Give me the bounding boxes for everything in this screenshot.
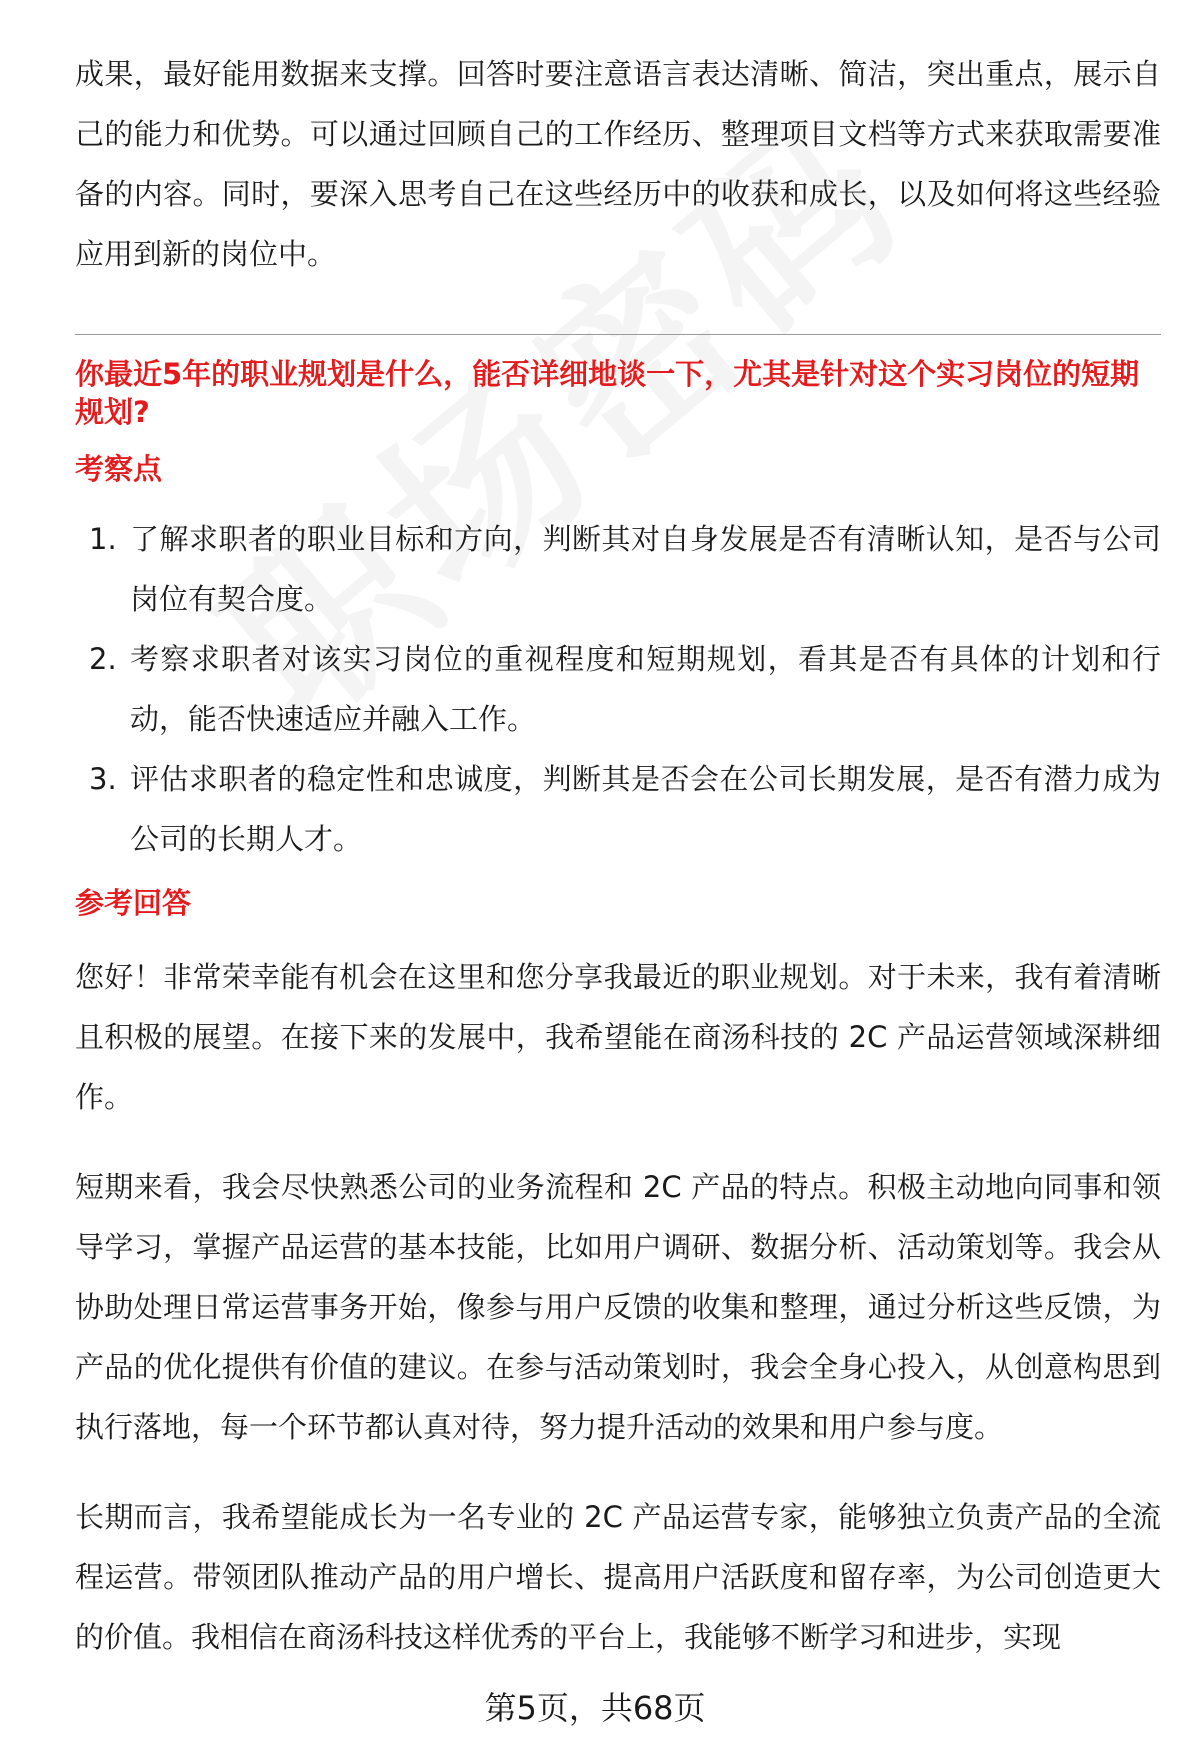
section-divider [75,334,1161,335]
page-content [75,44,1161,1697]
question-title: 你最近5年的职业规划是什么，能否详细地谈一下，尤其是针对这个实习岗位的短期规划? [75,357,1140,429]
list-item-text: 了解求职者的职业目标和方向，判断其对自身发展是否有清晰认知，是否与公司岗位有契合度。 [130,522,1161,616]
list-item [75,749,1161,869]
list-item [75,509,1161,629]
page-number-footer: 第5页，共68页 [484,1689,706,1727]
answer-heading: 参考回答 [75,886,192,920]
key-points-list [75,509,1161,869]
list-item-number: 3. [89,762,117,796]
list-item-text: 考察求职者对该实习岗位的重视程度和短期规划，看其是否有具体的计划和行动，能否快速适应并融入工作。 [130,642,1161,736]
answer-paragraph: 长期而言，我希望能成长为一名专业的 2C 产品运营专家，能够独立负责产品的全流程运营。带领团队推动产品的用户增长、提高用户活跃度和留存率，为公司创造更大的价值。我相信在商汤科技这样优秀的平台上，我能够不断学习和进步，实现 [75,1500,1161,1654]
list-item [75,629,1161,749]
key-points-heading: 考察点 [75,452,163,486]
list-item-number: 1. [89,522,117,556]
list-item-number: 2. [89,642,117,676]
answer-paragraph: 短期来看，我会尽快熟悉公司的业务流程和 2C 产品的特点。积极主动地向同事和领导学习，掌握产品运营的基本技能，比如用户调研、数据分析、活动策划等。我会从协助处理日常运营事务开始，像参与用户反馈的收集和整理，通过分析这些反馈，为产品的优化提供有价值的建议。在参与活动策划时，我会全身心投入，从创意构思到执行落地，每一个环节都认真对待，努力提升活动的效果和用户参与度。 [75,1170,1161,1444]
list-item-text: 评估求职者的稳定性和忠诚度，判断其是否会在公司长期发展，是否有潜力成为公司的长期人才。 [130,762,1161,856]
answer-paragraph: 您好！非常荣幸能有机会在这里和您分享我最近的职业规划。对于未来，我有着清晰且积极的展望。在接下来的发展中，我希望能在商汤科技的 2C 产品运营领域深耕细作。 [75,960,1161,1114]
intro-paragraph: 成果，最好能用数据来支撑。回答时要注意语言表达清晰、简洁，突出重点，展示自己的能力和优势。可以通过回顾自己的工作经历、整理项目文档等方式来获取需要准备的内容。同时，要深入思考自己在这些经历中的收获和成长，以及如何将这些经验应用到新的岗位中。 [75,57,1161,271]
